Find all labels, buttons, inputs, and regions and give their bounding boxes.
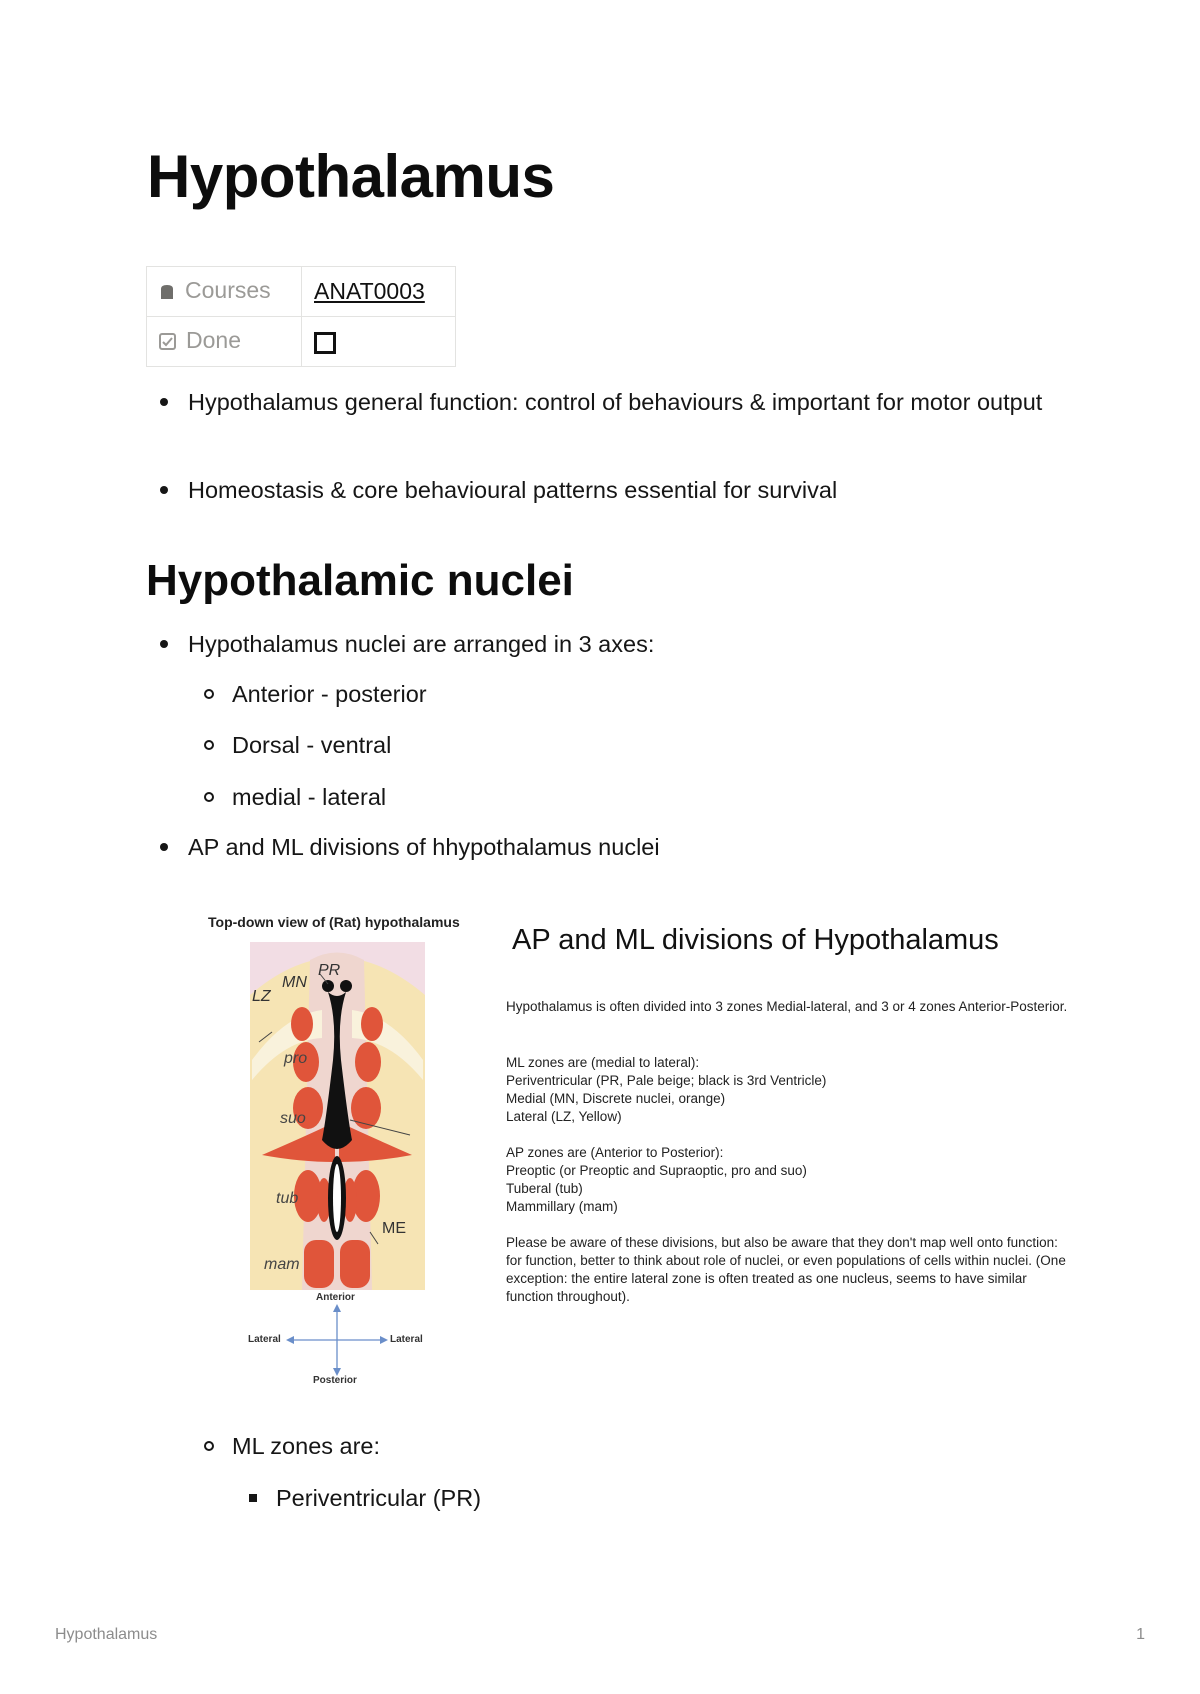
- compass-anterior: Anterior: [316, 1292, 355, 1303]
- hypothalamus-figure: [200, 900, 1080, 1400]
- diagram-label-mn: MN: [282, 974, 307, 991]
- compass-posterior: Posterior: [313, 1375, 357, 1386]
- figure-ap-heading: AP zones are (Anterior to Posterior):: [506, 1145, 724, 1160]
- diagram-label-pro: pro: [284, 1050, 308, 1067]
- property-row-courses: [147, 267, 456, 317]
- diagram-label-mam: mam: [264, 1256, 300, 1273]
- list-item: Hypothalamus general function: control of behaviours & important for motor output: [188, 384, 1068, 420]
- diagram-label-lz: LZ: [252, 988, 271, 1005]
- diagram-label-pr: PR: [318, 962, 341, 979]
- list-item: Hypothalamus nuclei are arranged in 3 axes:: [188, 626, 1068, 662]
- relation-icon: [159, 279, 175, 306]
- sub-sub-list-item: Periventricular (PR): [276, 1480, 481, 1516]
- figure-ml-item: Medial (MN, Discrete nuclei, orange): [506, 1091, 726, 1106]
- done-label: Done: [186, 327, 241, 353]
- figure-note: Please be aware of these divisions, but also be aware that they don't map well onto function: for function, better to think about role of nuclei, or even populations of cells within nuclei. (One exception: the entire lateral zone is often treated as one nucleus, seems to have similar function throughout).: [506, 1235, 1066, 1304]
- course-link[interactable]: ANAT0003: [314, 278, 425, 304]
- page-title: Hypothalamus: [147, 143, 555, 210]
- property-key-courses: [147, 267, 302, 317]
- compass-lateral-left: Lateral: [248, 1334, 281, 1345]
- courses-label: Courses: [185, 277, 271, 303]
- sub-list-item: Anterior - posterior: [232, 676, 427, 712]
- diagram-label-suo: suo: [280, 1110, 306, 1127]
- sub-list-item: Dorsal - ventral: [232, 727, 391, 763]
- diagram-label-tub: tub: [276, 1190, 299, 1207]
- figure-ml-item: Lateral (LZ, Yellow): [506, 1109, 622, 1124]
- figure-ap-item: Mammillary (mam): [506, 1199, 618, 1214]
- sub-list-item: ML zones are:: [232, 1428, 380, 1464]
- property-value-courses: [302, 267, 456, 317]
- footer-title: Hypothalamus: [55, 1626, 158, 1643]
- figure-ml-heading: ML zones are (medial to lateral):: [506, 1055, 700, 1070]
- property-key-done: [147, 317, 302, 367]
- list-item: Homeostasis & core behavioural patterns essential for survival: [188, 472, 1068, 508]
- section-heading: Hypothalamic nuclei: [146, 556, 574, 605]
- figure-paragraph: Hypothalamus is often divided into 3 zones Medial-lateral, and 3 or 4 zones Anterior-Posterior.: [506, 999, 1068, 1014]
- checkbox-property-icon: [159, 329, 176, 356]
- figure-ap-item: Preoptic (or Preoptic and Supraoptic, pro and suo): [506, 1163, 807, 1178]
- figure-left-title: Top-down view of (Rat) hypothalamus: [208, 914, 460, 930]
- figure-ap-item: Tuberal (tub): [506, 1181, 583, 1196]
- property-row-done: [147, 317, 456, 367]
- list-item: AP and ML divisions of hhypothalamus nuclei: [188, 829, 1068, 865]
- figure-right-title: AP and ML divisions of Hypothalamus: [512, 924, 999, 956]
- compass-lateral-right: Lateral: [390, 1334, 423, 1345]
- sub-list-item: medial - lateral: [232, 779, 386, 815]
- figure-ml-item: Periventricular (PR, Pale beige; black is 3rd Ventricle): [506, 1073, 827, 1088]
- diagram-label-me: ME: [382, 1220, 406, 1237]
- property-value-done: [302, 317, 456, 367]
- done-checkbox[interactable]: [314, 332, 336, 354]
- page-number: 1: [1136, 1626, 1145, 1643]
- properties-table: [146, 266, 456, 367]
